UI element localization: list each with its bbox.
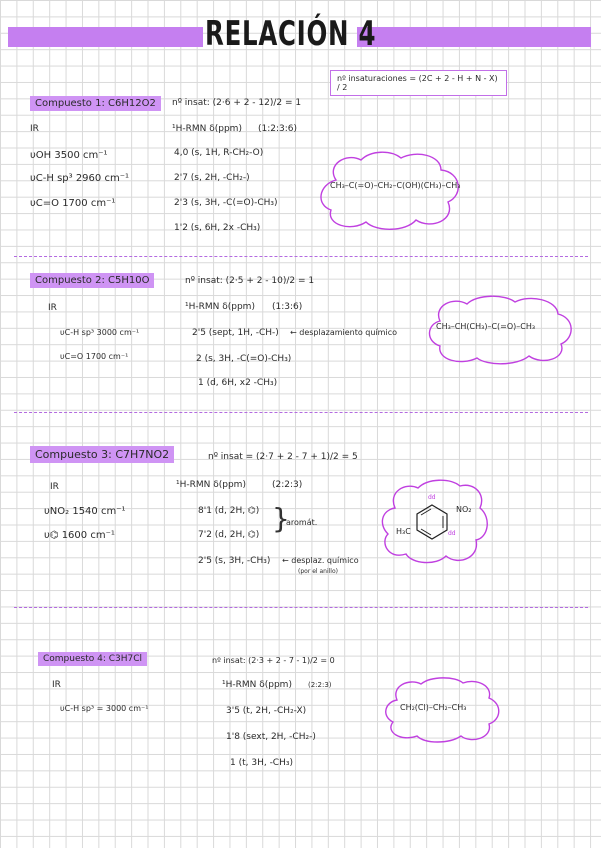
c4-nmr-1: 3'5 (t, 2H, -CH₂-X)	[226, 706, 307, 716]
c4-structure: CH₂(Cl)–CH₂–CH₃	[400, 703, 467, 712]
c1-insat: nº insat: (2·6 + 2 - 12)/2 = 1	[172, 98, 302, 108]
c1-ir-2: υC-H sp³ 2960 cm⁻¹	[30, 173, 129, 184]
c3-no2-label: NO₂	[456, 505, 472, 514]
c1-nmr-4: 1'2 (s, 6H, 2x -CH₃)	[174, 223, 261, 233]
c4-nmr-3: 1 (t, 3H, -CH₃)	[230, 758, 293, 768]
c1-nmr-heading: ¹H-RMN δ(ppm)	[172, 124, 242, 134]
separator-3	[14, 607, 588, 608]
c4-nmr-ratio: (2:2:3)	[308, 681, 332, 689]
compound-4-label: Compuesto 4: C3H7Cl	[38, 652, 147, 666]
c2-nmr-1-note: ← desplazamiento químico	[290, 328, 397, 337]
compound-2-label: Compuesto 2: C5H10O	[30, 273, 154, 288]
title-highlight-left	[8, 27, 203, 47]
c3-dd-label-2: dd	[448, 530, 456, 537]
c1-nmr-2: 2'7 (s, 2H, -CH₂-)	[174, 173, 250, 183]
c3-nmr-3-note: ← desplaz. químico	[282, 556, 359, 565]
c2-ir-heading: IR	[48, 303, 57, 313]
c2-nmr-heading: ¹H-RMN δ(ppm)	[185, 302, 255, 312]
c2-structure: CH₃–CH(CH₃)–C(=O)–CH₃	[436, 322, 536, 331]
c2-insat: nº insat: (2·5 + 2 - 10)/2 = 1	[185, 276, 315, 286]
c1-ir-heading: IR	[30, 124, 39, 134]
c4-insat: nº insat: (2·3 + 2 - 7 - 1)/2 = 0	[212, 656, 335, 665]
c3-nmr-3: 2'5 (s, 3H, -CH₃)	[198, 556, 271, 566]
c2-nmr-1: 2'5 (sept, 1H, -CH-)	[192, 328, 279, 338]
c3-ch3-label: H₃C	[396, 527, 411, 536]
compound-3-label: Compuesto 3: C7H7NO2	[30, 446, 174, 463]
c2-nmr-3: 1 (d, 6H, x2 -CH₃)	[198, 378, 278, 388]
c3-nmr-2: 7'2 (d, 2H, ⌬)	[198, 530, 260, 540]
c2-ir-1: υC-H sp³ 3000 cm⁻¹	[60, 328, 140, 337]
c3-ir-2: υ⌬ 1600 cm⁻¹	[44, 530, 115, 541]
c4-nmr-heading: ¹H-RMN δ(ppm)	[222, 680, 292, 690]
title-highlight-right	[357, 27, 591, 47]
c3-insat: nº insat = (2·7 + 2 - 7 + 1)/2 = 5	[208, 452, 358, 462]
c4-ir-1: υC-H sp³ = 3000 cm⁻¹	[60, 704, 149, 713]
c3-nmr-heading: ¹H-RMN δ(ppm)	[176, 480, 246, 490]
c3-nmr-1: 8'1 (d, 2H, ⌬)	[198, 506, 260, 516]
c3-nmr-ratio: (2:2:3)	[272, 480, 303, 490]
compound-1-label: Compuesto 1: C6H12O2	[30, 96, 161, 111]
c1-nmr-1: 4,0 (s, 1H, R-CH₂-O)	[174, 148, 264, 158]
c1-ir-1: υOH 3500 cm⁻¹	[30, 150, 108, 161]
c4-nmr-2: 1'8 (sext, 2H, -CH₂-)	[226, 732, 316, 742]
c1-nmr-3: 2'3 (s, 3H, -C(=O)-CH₃)	[174, 198, 278, 208]
page-title: RELACIÓN 4	[205, 14, 377, 54]
c3-brace: }	[272, 502, 290, 535]
c1-ir-3: υC=O 1700 cm⁻¹	[30, 198, 116, 209]
c1-structure-cloud	[316, 150, 466, 230]
c1-nmr-ratio: (1:2:3:6)	[258, 124, 298, 134]
c4-ir-heading: IR	[52, 680, 61, 690]
c2-ir-2: υC=O 1700 cm⁻¹	[60, 352, 129, 361]
separator-1	[14, 256, 588, 257]
separator-2	[14, 412, 588, 413]
c3-ir-1: υNO₂ 1540 cm⁻¹	[44, 506, 126, 517]
c3-nmr-3-note2: (por el anillo)	[298, 568, 338, 575]
formula-box	[330, 70, 507, 96]
formula-text: nº insaturaciones = (2C + 2 - H + N - X) / 2	[337, 74, 498, 92]
c3-ir-heading: IR	[50, 482, 59, 492]
c3-dd-label-1: dd	[428, 494, 436, 501]
benzene-ring-icon	[412, 502, 452, 542]
c2-nmr-2: 2 (s, 3H, -C(=O)-CH₃)	[196, 354, 292, 364]
c2-nmr-ratio: (1:3:6)	[272, 302, 303, 312]
c1-structure: CH₃–C(=O)–CH₂–C(OH)(CH₃)–CH₃	[330, 181, 461, 190]
c3-aromatic-label: aromát.	[286, 518, 318, 527]
